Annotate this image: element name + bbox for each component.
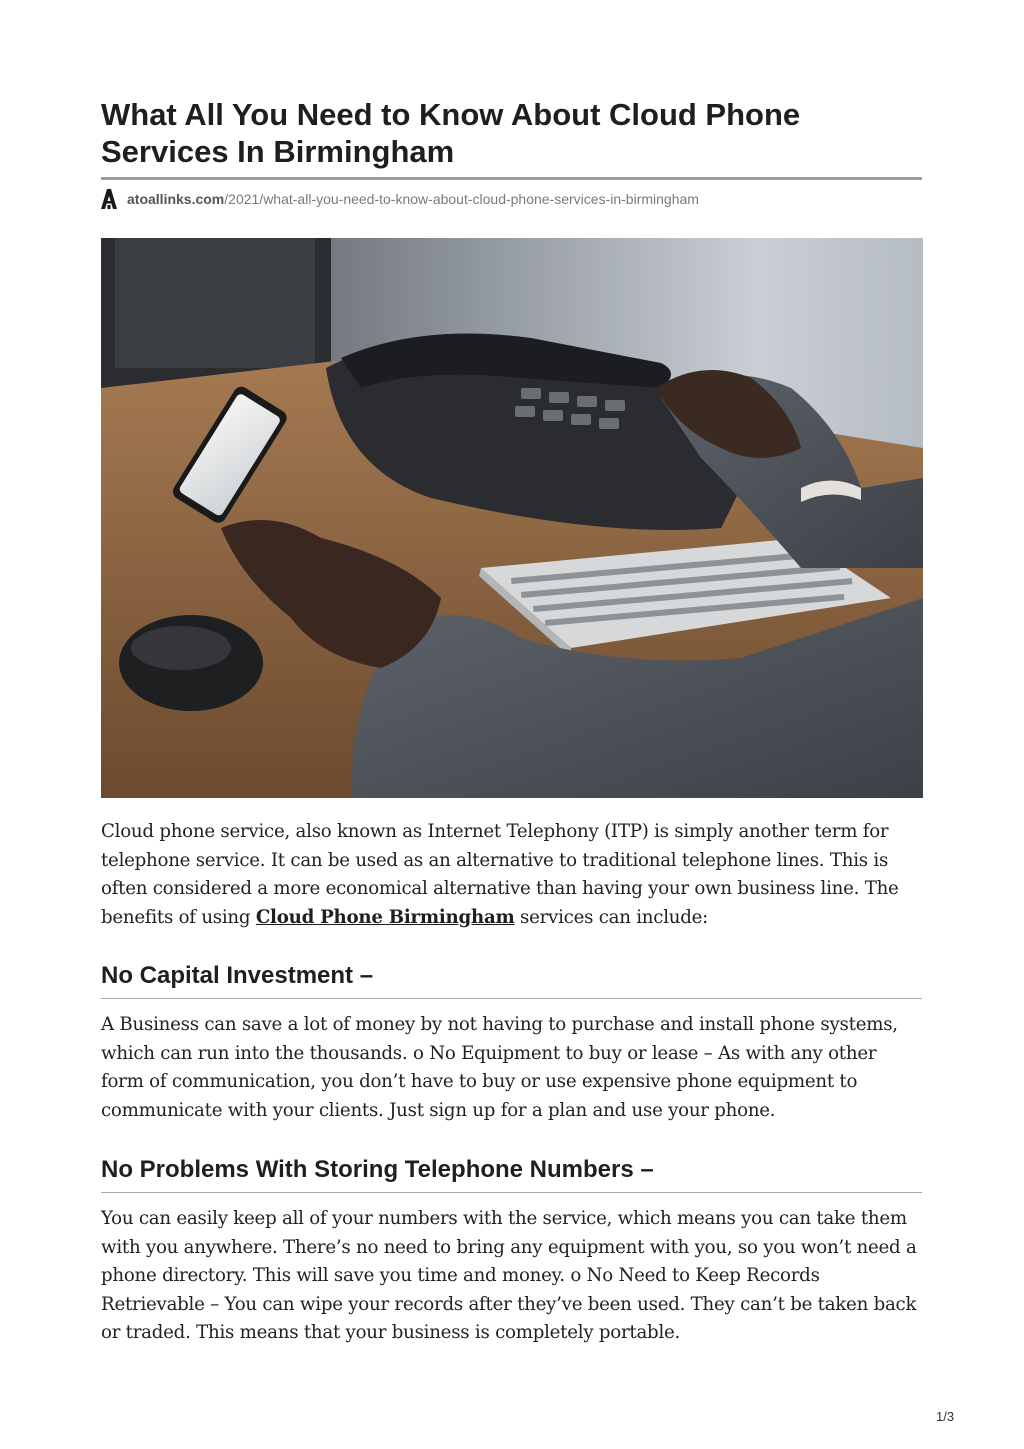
- section-heading-capital-investment: No Capital Investment –: [101, 962, 374, 989]
- section-body-telephone-numbers: You can easily keep all of your numbers with the service, which means you can take them with you anywhere. There’s no need to bring any equipment with you, so you won’t need a phone directory. This will save you time and money. o No Need to Keep Records Retrievable – You can wipe your records after they’ve been used. They can’t be taken back or traded. This means that your business is completely portable.: [101, 1208, 917, 1344]
- hero-image: [101, 238, 923, 798]
- source-path: /2021/what-all-you-need-to-know-about-cloud-phone-services-in-birmingham: [224, 191, 699, 207]
- source-line: [101, 188, 699, 210]
- section-body-capital-investment: A Business can save a lot of money by not having to purchase and install phone systems, which can run into the thousands. o No Equipment to buy or lease – As with any other form of communication, you don’t have to buy or use expensive phone equipment to communicate with your clients. Just sign up for a plan and use your phone.: [101, 1014, 898, 1121]
- page-number: 1/3: [936, 1409, 955, 1424]
- source-domain: atoallinks.com: [127, 191, 225, 207]
- section-divider: [101, 1192, 922, 1193]
- section-divider: [101, 998, 922, 999]
- intro-paragraph: [101, 818, 922, 932]
- section-heading-telephone-numbers: No Problems With Storing Telephone Numbers –: [101, 1156, 654, 1183]
- hero-photo-illustration: [101, 238, 923, 798]
- source-link[interactable]: [127, 191, 699, 207]
- cloud-phone-birmingham-link[interactable]: Cloud Phone Birmingham: [255, 906, 515, 928]
- title-divider: [101, 177, 922, 180]
- intro-text-after-link: services can include:: [514, 906, 709, 928]
- atoallinks-logo-icon: [101, 189, 117, 209]
- article-title: What All You Need to Know About Cloud Phone Services In Birmingham: [101, 97, 801, 169]
- intro-text-before-link: Cloud phone service, also known as Internet Telephony (ITP) is simply another term for telephone service. It can be used as an alternative to traditional telephone lines. This is often considered a more economical alternative than having your own business line. The benefits of using: [101, 821, 899, 928]
